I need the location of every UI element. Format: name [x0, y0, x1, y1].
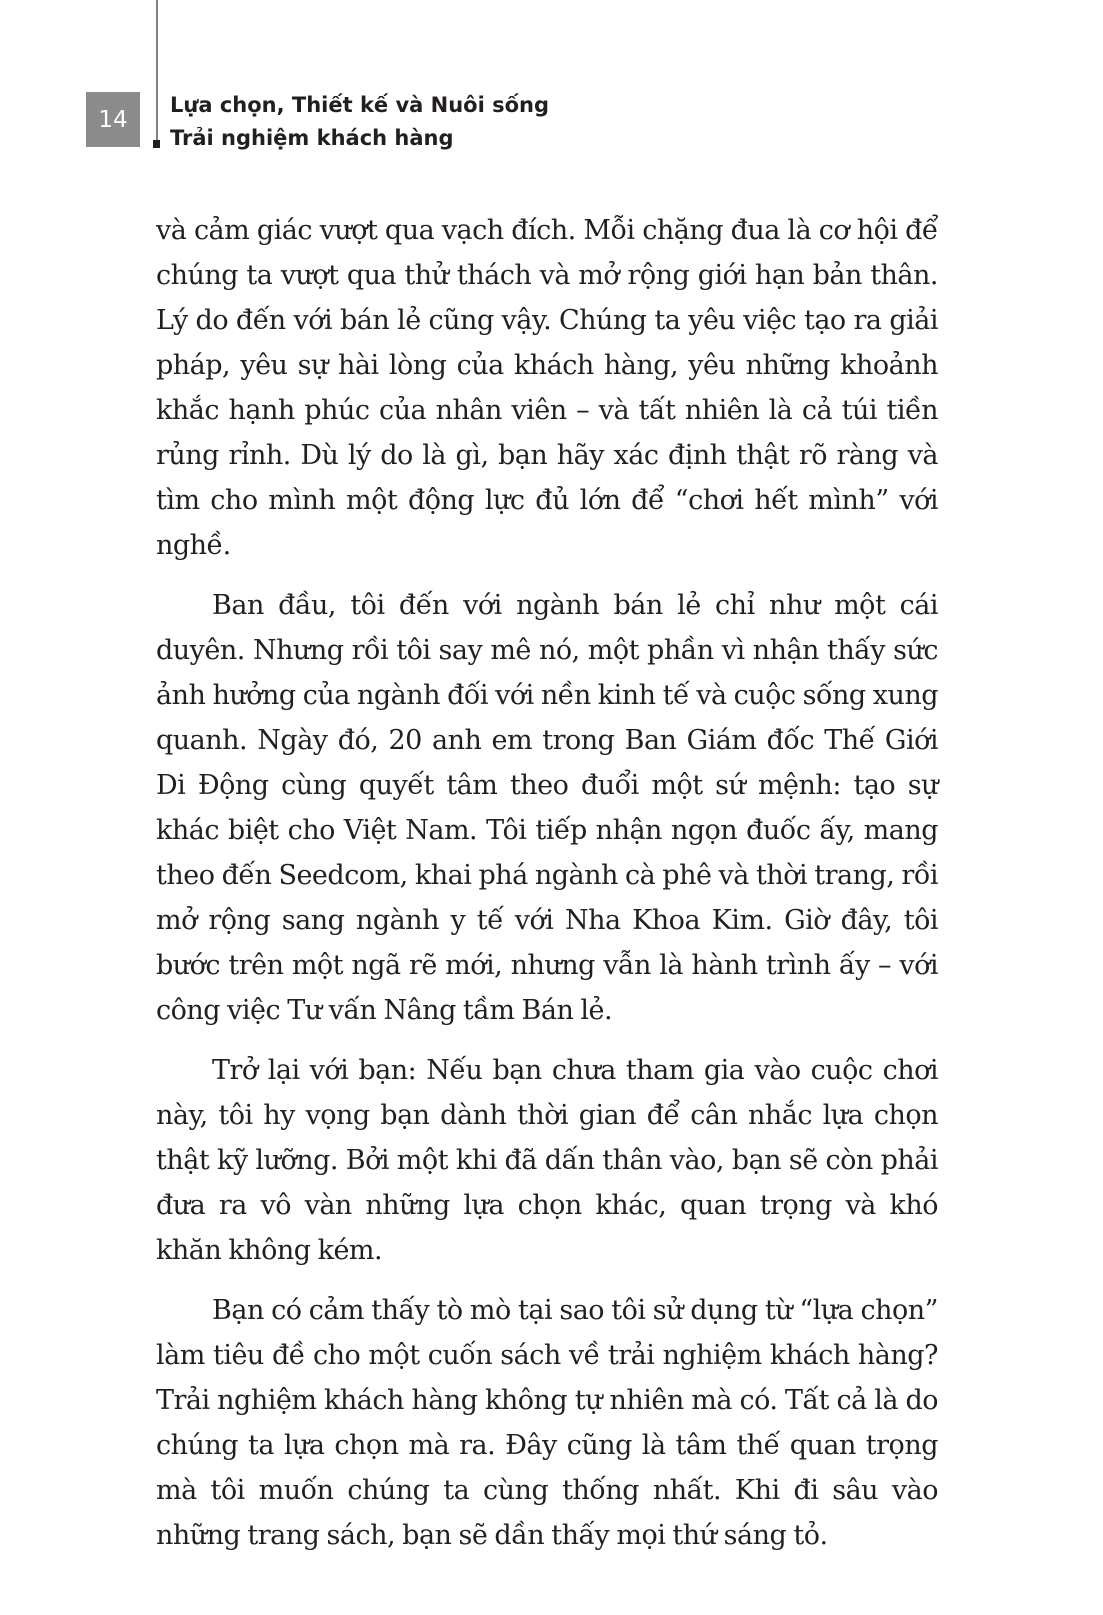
header-divider-line: [156, 0, 158, 140]
paragraph-continued: và cảm giác vượt qua vạch đích. Mỗi chặng đua là cơ hội để chúng ta vượt qua thử thách và mở rộng giới hạn bản thân. Lý do đến với bán lẻ cũng vậy. Chúng ta yêu việc tạo ra giải pháp, yêu sự hài lòng của khách hàng, yêu những khoảnh khắc hạnh phúc của nhân viên – và tất nhiên là cả túi tiền rủng rỉnh. Dù lý do là gì, bạn hãy xác định thật rõ ràng và tìm cho mình một động lực đủ lớn để “chơi hết mình” với nghề.: [156, 215, 938, 561]
running-header-title-line-1: Lựa chọn, Thiết kế và Nuôi sống: [170, 93, 550, 117]
page-number: 14: [86, 92, 140, 147]
running-header-title-line-2: Trải nghiệm khách hàng: [170, 126, 454, 150]
running-header-title: [170, 89, 549, 155]
paragraph: Bạn có cảm thấy tò mò tại sao tôi sử dụng từ “lựa chọn” làm tiêu đề cho một cuốn sách về trải nghiệm khách hàng? Trải nghiệm khách hàng không tự nhiên mà có. Tất cả là do chúng ta lựa chọn mà ra. Đây cũng là tâm thế quan trọng mà tôi muốn chúng ta cùng thống nhất. Khi đi sâu vào những trang sách, bạn sẽ dần thấy mọi thứ sáng tỏ.: [156, 1295, 938, 1551]
body-text: [156, 208, 938, 1573]
paragraph: Ban đầu, tôi đến với ngành bán lẻ chỉ như một cái duyên. Nhưng rồi tôi say mê nó, một phần vì nhận thấy sức ảnh hưởng của ngành đối với nền kinh tế và cuộc sống xung quanh. Ngày đó, 20 anh em trong Ban Giám đốc Thế Giới Di Động cùng quyết tâm theo đuổi một sứ mệnh: tạo sự khác biệt cho Việt Nam. Tôi tiếp nhận ngọn đuốc ấy, mang theo đến Seedcom, khai phá ngành cà phê và thời trang, rồi mở rộng sang ngành y tế với Nha Khoa Kim. Giờ đây, tôi bước trên một ngã rẽ mới, nhưng vẫn là hành trình ấy – với công việc Tư vấn Nâng tầm Bán lẻ.: [156, 590, 939, 1026]
header-divider-mark: [153, 140, 160, 148]
paragraph: Trở lại với bạn: Nếu bạn chưa tham gia vào cuộc chơi này, tôi hy vọng bạn dành thời gian để cân nhắc lựa chọn thật kỹ lưỡng. Bởi một khi đã dấn thân vào, bạn sẽ còn phải đưa ra vô vàn những lựa chọn khác, quan trọng và khó khăn không kém.: [156, 1055, 938, 1266]
